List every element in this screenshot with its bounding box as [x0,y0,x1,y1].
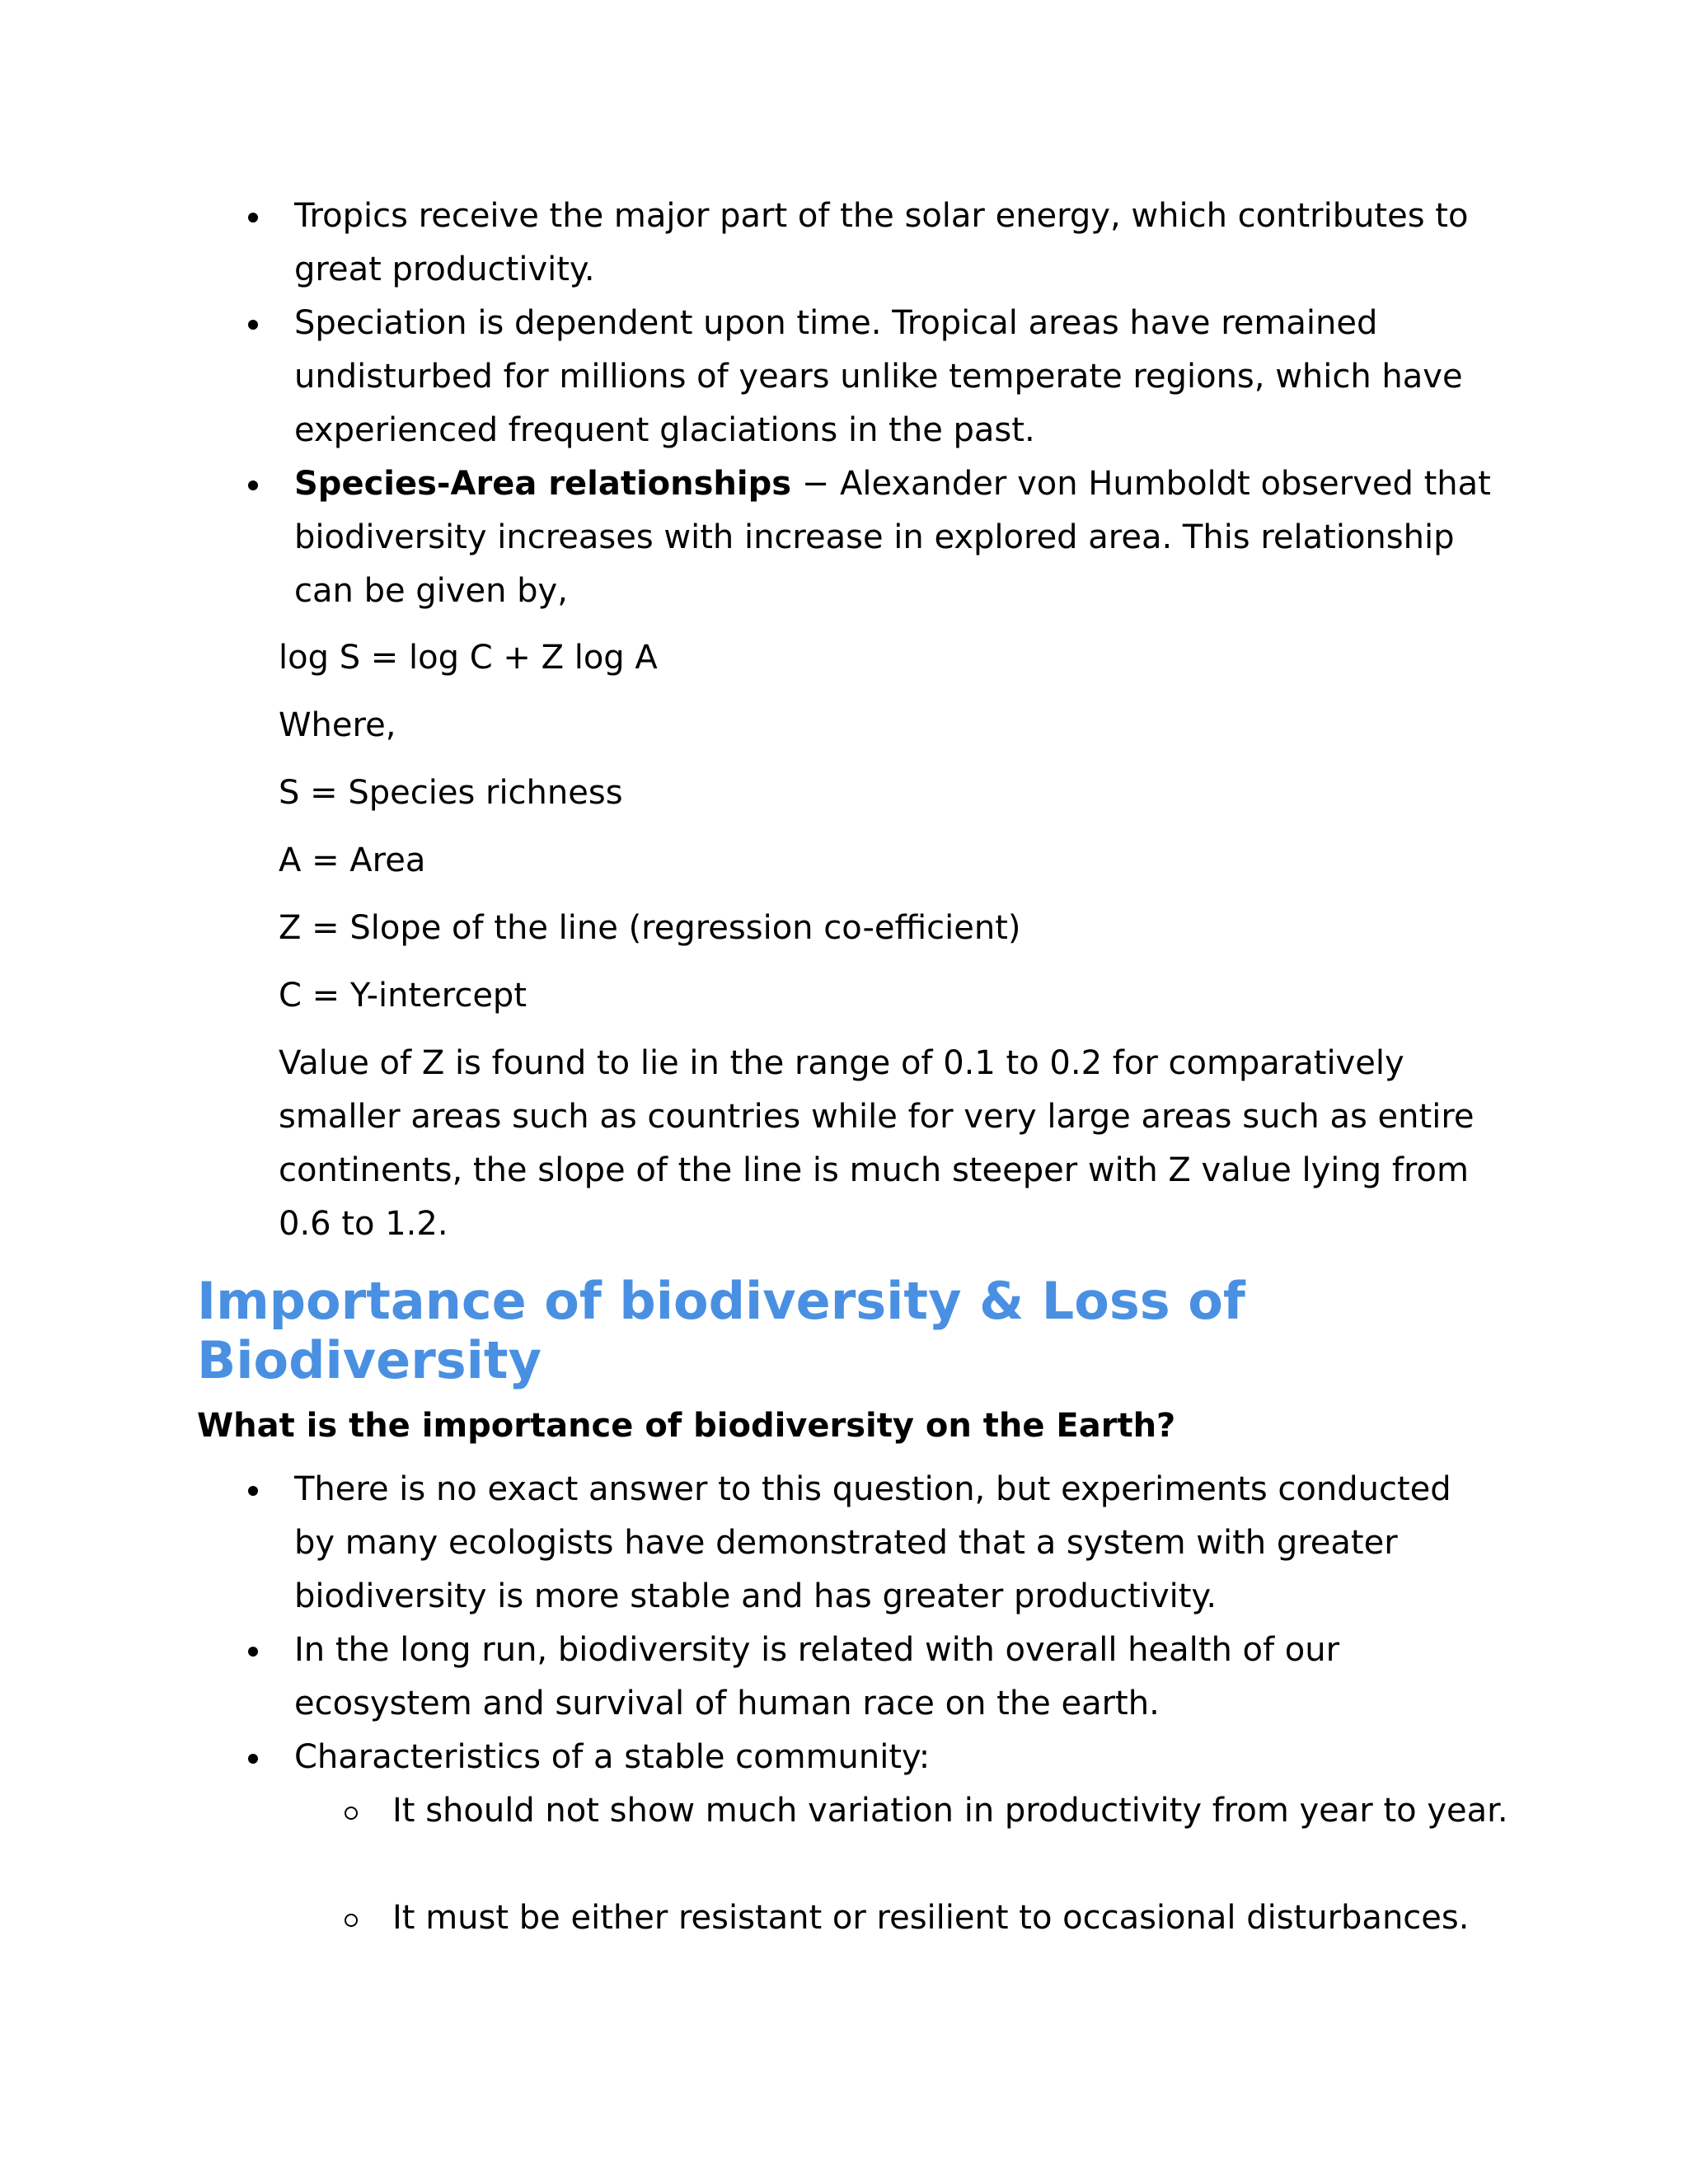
sublist-item [392,1891,1513,1945]
list-item [294,1463,1498,1624]
list-item-text: Tropics receive the major part of the solar energy, which contributes to great productivity. [294,197,1469,288]
sublist-item-text: It should not show much variation in productivity from year to year. [392,1792,1508,1830]
where-label: Where, [279,706,396,744]
list-item [294,190,1498,297]
bullet-icon [248,1754,258,1764]
z-value-paragraph: Value of Z is found to lie in the range of 0.1 to 0.2 for comparatively smaller areas such as countries while for very large areas such as entire continents, the slope of the line is much steeper with Z value lying from 0.6 to 1.2. [279,1044,1475,1243]
bullet-icon [248,213,258,223]
bullet-icon [248,1647,258,1657]
page-heading: Importance of biodiversity & Loss of Biodiversity [197,1271,1245,1390]
definition-a: A = Area [279,841,426,879]
stable-community-sublist [392,1784,1513,1945]
sublist-item [392,1784,1513,1891]
hollow-bullet-icon [345,1914,358,1927]
list-item [294,457,1498,618]
list-item [294,297,1498,457]
sublist-item-text: It must be either resistant or resilient to occasional disturbances. [392,1899,1470,1937]
definition-s: S = Species richness [279,774,623,812]
list-item [294,1731,1498,1784]
list-item-text: Speciation is dependent upon time. Tropical areas have remained undisturbed for millions of years unlike temperate regions, which have experienced frequent glaciations in the past. [294,304,1463,449]
tropics-bullet-list [294,190,1498,618]
definition-z: Z = Slope of the line (regression co-efficient) [279,909,1021,947]
section-subheading: What is the importance of biodiversity on the Earth? [197,1407,1176,1445]
species-area-equation: log S = log C + Z log A [279,639,658,677]
definition-c: C = Y-intercept [279,977,527,1015]
bullet-icon [248,1486,258,1496]
bullet-icon [248,480,258,490]
list-item-text: In the long run, biodiversity is related with overall health of our ecosystem and survival of human race on the earth. [294,1631,1340,1722]
importance-bullet-list [294,1463,1498,1784]
bullet-icon [248,320,258,330]
list-item-text: There is no exact answer to this question, but experiments conducted by many ecologists have demonstrated that a system with greater biodiversity is more stable and has greater productivity. [294,1470,1451,1615]
list-item [294,1624,1498,1731]
list-item-text: − Alexander von Humboldt observed that biodiversity increases with increase in explored area. This relationship can be given by, [294,465,1491,610]
hollow-bullet-icon [345,1807,358,1820]
list-item-bold-term: Species-Area relationships [294,465,792,503]
list-item-text: Characteristics of a stable community: [294,1738,931,1776]
